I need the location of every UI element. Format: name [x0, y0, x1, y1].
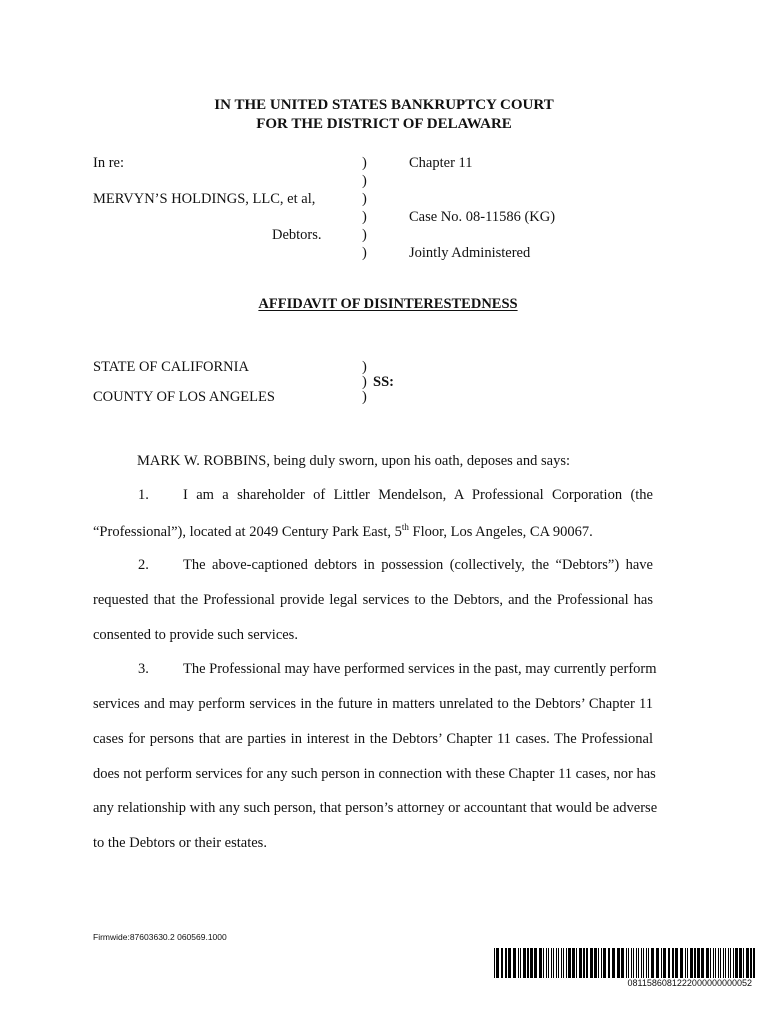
caption-paren: )	[362, 173, 367, 189]
paragraph-1-line2	[93, 522, 593, 541]
barcode-bar	[558, 948, 559, 978]
barcode-bar	[641, 948, 642, 978]
barcode-bar	[656, 948, 659, 978]
venue-state: STATE OF CALIFORNIA	[93, 359, 249, 375]
barcode-bar	[735, 948, 738, 978]
barcode-bar	[743, 948, 744, 978]
barcode-bar	[583, 948, 585, 978]
barcode-bar	[543, 948, 544, 978]
superscript: th	[401, 522, 409, 532]
paragraph-1-line1	[93, 487, 653, 504]
barcode-bar	[601, 948, 602, 978]
barcode-bar	[720, 948, 721, 978]
paragraph-number: 2.	[138, 557, 149, 573]
barcode-bar	[701, 948, 704, 978]
barcode-bar	[556, 948, 557, 978]
barcode-bar	[675, 948, 678, 978]
barcode-bar	[534, 948, 537, 978]
barcode-bar	[750, 948, 752, 978]
barcode-bar	[626, 948, 627, 978]
barcode-bar	[746, 948, 749, 978]
paragraph-3-line3: cases for persons that are parties in interest in the Debtors’ Chapter 11 cases. The Professional	[93, 731, 653, 747]
barcode-bar	[594, 948, 597, 978]
barcode-bar	[687, 948, 688, 978]
court-heading-line1: IN THE UNITED STATES BANKRUPTCY COURT	[214, 97, 554, 113]
barcode-bar	[685, 948, 686, 978]
paragraph-number: 1.	[138, 487, 149, 503]
barcode-bar	[643, 948, 644, 978]
barcode-bar	[551, 948, 552, 978]
barcode-bar	[546, 948, 547, 978]
barcode-bar	[628, 948, 629, 978]
barcode-bar	[753, 948, 755, 978]
document-title: AFFIDAVIT OF DISINTERESTEDNESS	[258, 296, 518, 312]
venue-paren: )	[362, 389, 367, 405]
paragraph-3-line4: does not perform services for any such person in connection with these Chapter 11 cases, nor has	[93, 766, 656, 782]
affiant-intro: MARK W. ROBBINS, being duly sworn, upon his oath, deposes and says:	[137, 453, 570, 469]
paragraph-text: “Professional”), located at 2049 Century Park East, 5	[93, 523, 402, 540]
paragraph-text: The Professional may have performed services in the past, may currently perform	[183, 661, 657, 677]
barcode-bar	[663, 948, 666, 978]
barcode-bar	[648, 948, 649, 978]
caption-paren: )	[362, 227, 367, 243]
barcode-bar	[608, 948, 610, 978]
barcode-bar	[579, 948, 582, 978]
barcode-bar	[520, 948, 521, 978]
barcode-bar	[706, 948, 709, 978]
barcode-bar	[576, 948, 577, 978]
barcode-bar	[646, 948, 647, 978]
barcode-bar	[572, 948, 575, 978]
barcode-bar	[530, 948, 533, 978]
case-number: Case No. 08-11586 (KG)	[409, 209, 556, 225]
barcode-bar	[563, 948, 564, 978]
debtors-label: Debtors.	[272, 227, 322, 243]
caption-paren: )	[362, 209, 367, 225]
barcode-bar	[730, 948, 731, 978]
barcode-bar	[739, 948, 742, 978]
barcode-bar	[697, 948, 700, 978]
firmwide-reference: Firmwide:87603630.2 060569.1000	[93, 932, 227, 942]
caption-paren: )	[362, 245, 367, 261]
barcode-bar	[728, 948, 729, 978]
barcode-bar	[523, 948, 526, 978]
barcode-bar	[723, 948, 724, 978]
barcode-bar	[694, 948, 696, 978]
paragraph-3-line2: services and may perform services in the future in matters unrelated to the Debtors’ Chapter 11	[93, 696, 653, 712]
barcode-bar	[590, 948, 593, 978]
barcode-bar	[680, 948, 683, 978]
barcode-bar	[668, 948, 670, 978]
barcode-bar	[725, 948, 726, 978]
barcode-number: 0811586081222000000000052	[627, 978, 752, 988]
barcode-bar	[651, 948, 654, 978]
paragraph-text: The above-captioned debtors in possession (collectively, the “Debtors”) have	[183, 557, 653, 573]
caption-paren: )	[362, 155, 367, 171]
barcode-bar	[621, 948, 624, 978]
paragraph-3-line5: any relationship with any such person, that person’s attorney or accountant that would be adverse	[93, 800, 658, 816]
caption-paren: )	[362, 191, 367, 207]
paragraph-2-line3: consented to provide such services.	[93, 627, 298, 643]
barcode-bars	[492, 948, 758, 978]
barcode-bar	[496, 948, 499, 978]
jointly-administered: Jointly Administered	[409, 245, 531, 261]
paragraph-3-line6: to the Debtors or their estates.	[93, 835, 267, 851]
venue-paren: )	[362, 359, 367, 375]
paragraph-text: Floor, Los Angeles, CA 90067.	[408, 523, 593, 540]
barcode-bar	[710, 948, 711, 978]
barcode-bar	[505, 948, 507, 978]
barcode-bar	[598, 948, 599, 978]
barcode-bar	[633, 948, 634, 978]
barcode-bar	[553, 948, 554, 978]
barcode-bar	[638, 948, 639, 978]
barcode-bar	[672, 948, 674, 978]
paragraph-2-line2: requested that the Professional provide legal services to the Debtors, and the Professional has	[93, 592, 653, 608]
barcode-bar	[631, 948, 632, 978]
barcode-bar	[715, 948, 716, 978]
court-heading-line2: FOR THE DISTRICT OF DELAWARE	[256, 116, 512, 132]
venue-ss-label: SS:	[373, 374, 394, 390]
debtor-name: MERVYN’S HOLDINGS, LLC, et al,	[93, 191, 316, 207]
barcode-bar	[539, 948, 542, 978]
barcode-bar	[527, 948, 529, 978]
barcode-bar	[617, 948, 620, 978]
barcode-bar	[501, 948, 503, 978]
barcode-bar	[548, 948, 549, 978]
barcode-bar	[718, 948, 719, 978]
barcode-bar	[636, 948, 637, 978]
barcode-bar	[661, 948, 662, 978]
barcode-bar	[513, 948, 516, 978]
barcode-bar	[713, 948, 714, 978]
barcode-bar	[494, 948, 495, 978]
venue-county: COUNTY OF LOS ANGELES	[93, 389, 275, 405]
barcode-bar	[568, 948, 571, 978]
barcode	[492, 948, 758, 988]
barcode-bar	[508, 948, 511, 978]
paragraph-2-line1	[93, 557, 653, 574]
paragraph-number: 3.	[138, 661, 149, 677]
barcode-bar	[690, 948, 693, 978]
venue-paren: )	[362, 374, 367, 390]
barcode-bar	[518, 948, 519, 978]
paragraph-3-line1	[93, 661, 657, 678]
barcode-bar	[561, 948, 562, 978]
barcode-bar	[586, 948, 588, 978]
in-re-label: In re:	[93, 155, 124, 171]
barcode-bar	[603, 948, 606, 978]
barcode-bar	[612, 948, 615, 978]
paragraph-text: I am a shareholder of Littler Mendelson, A Professional Corporation (the	[183, 487, 653, 503]
barcode-bar	[733, 948, 734, 978]
barcode-bar	[566, 948, 567, 978]
chapter-label: Chapter 11	[409, 155, 473, 171]
